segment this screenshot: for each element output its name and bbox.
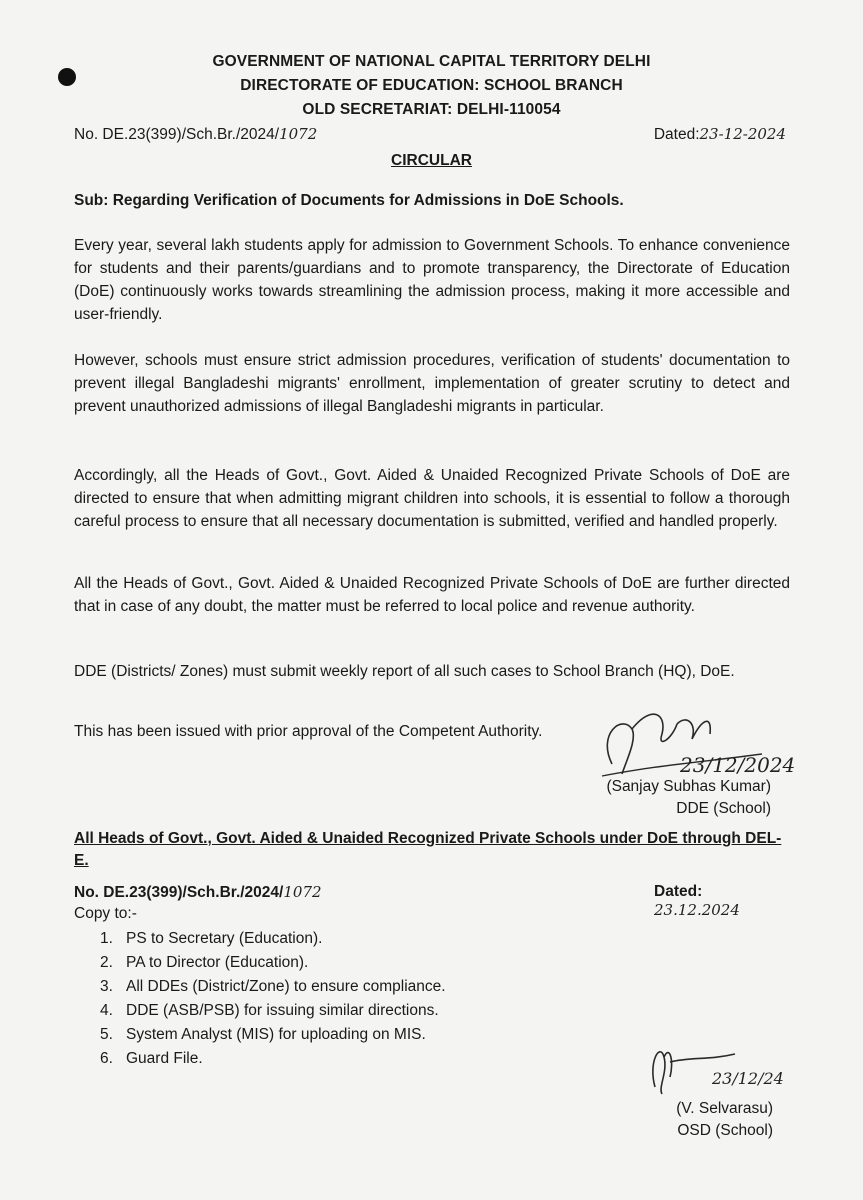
copy-to-item — [100, 1047, 446, 1071]
header-directorate: DIRECTORATE OF EDUCATION: SCHOOL BRANCH — [240, 77, 623, 94]
copy-to-num: 6. — [100, 1050, 113, 1067]
copy-to-item — [100, 999, 446, 1023]
copy-to-text: System Analyst (MIS) for uploading on MIS. — [126, 1026, 426, 1043]
copy-to-list — [100, 927, 446, 1071]
copy-to-text: DDE (ASB/PSB) for issuing similar directions. — [126, 1002, 439, 1019]
paragraph-intro: Every year, several lakh students apply for admission to Government Schools. To enhance convenience for students and their parents/guardians and to promote transparency, the Directorate of Education (DoE) continuously works towards streamlining the admission process, making it more accessible and user-friendly. — [74, 237, 790, 323]
copy-to-item — [100, 1023, 446, 1047]
reference2-date-label: Dated: — [654, 883, 703, 900]
paragraph-procedures: However, schools must ensure strict admission procedures, verification of students' documentation to prevent illegal Bangladeshi migrants' enrollment, implementation of greater scrutiny to detect and prevent unauthorized admissions of illegal Bangladeshi migrants in particular. — [74, 352, 790, 415]
paragraph-directions: Accordingly, all the Heads of Govt., Govt. Aided & Unaided Recognized Private Schools of DoE are directed to ensure that when admitting migrant children into schools, it is essential to follow a thorough careful process to ensure that all necessary documentation is submitted, verified and handled properly. — [74, 467, 790, 530]
signatory1-designation: DDE (School) — [676, 800, 771, 817]
signature-dde — [592, 694, 812, 784]
document-title: CIRCULAR — [391, 152, 472, 169]
copy-to-text: Guard File. — [126, 1050, 203, 1067]
date-handwritten: 23-12-2024 — [699, 125, 786, 143]
subject-line: Sub: Regarding Verification of Documents for Admissions in DoE Schools. — [74, 192, 624, 209]
copy-to-num: 1. — [100, 930, 113, 947]
paragraph-approval: This has been issued with prior approval of the Competent Authority. — [74, 723, 543, 740]
signatory1-name: (Sanjay Subhas Kumar) — [606, 778, 771, 795]
reference2-number-handwritten: 1072 — [283, 883, 322, 901]
reference-number-printed: No. DE.23(399)/Sch.Br./2024/ — [74, 126, 280, 143]
signatory2-designation: OSD (School) — [677, 1122, 773, 1139]
copy-to-text: All DDEs (District/Zone) to ensure compliance. — [126, 978, 446, 995]
addressee: All Heads of Govt., Govt. Aided & Unaided Recognized Private Schools under DoE through DEL-E. — [74, 830, 782, 869]
copy-to-item — [100, 951, 446, 975]
copy-to-num: 3. — [100, 978, 113, 995]
paragraph-weekly-report: DDE (Districts/ Zones) must submit weekly report of all such cases to School Branch (HQ), DoE. — [74, 663, 735, 680]
reference-number — [74, 125, 317, 144]
signature-osd — [640, 1032, 800, 1102]
copy-to-text: PA to Director (Education). — [126, 954, 309, 971]
reference2-number — [74, 883, 322, 902]
copy-to-num: 5. — [100, 1026, 113, 1043]
reference2-date-handwritten: 23.12.2024 — [654, 901, 740, 919]
signature-osd-date: 23/12/24 — [712, 1069, 784, 1088]
copy-to-item — [100, 927, 446, 951]
reference2-date — [654, 883, 786, 920]
copy-to-num: 2. — [100, 954, 113, 971]
signatory2-name: (V. Selvarasu) — [676, 1100, 773, 1117]
paragraph-doubt-referral: All the Heads of Govt., Govt. Aided & Unaided Recognized Private Schools of DoE are further directed that in case of any doubt, the matter must be referred to local police and revenue authority. — [74, 575, 790, 615]
reference2-number-printed: No. DE.23(399)/Sch.Br./2024/ — [74, 884, 284, 901]
reference-number-handwritten: 1072 — [279, 125, 318, 143]
copy-to-label: Copy to:- — [74, 905, 137, 922]
header-address: OLD SECRETARIAT: DELHI-110054 — [302, 101, 561, 118]
copy-to-num: 4. — [100, 1002, 113, 1019]
copy-to-text: PS to Secretary (Education). — [126, 930, 323, 947]
header-government: GOVERNMENT OF NATIONAL CAPITAL TERRITORY DELHI — [212, 53, 651, 70]
copy-to-item — [100, 975, 446, 999]
reference-date — [654, 125, 786, 144]
date-label: Dated: — [653, 126, 700, 143]
signature-dde-date: 23/12/2024 — [680, 753, 796, 777]
